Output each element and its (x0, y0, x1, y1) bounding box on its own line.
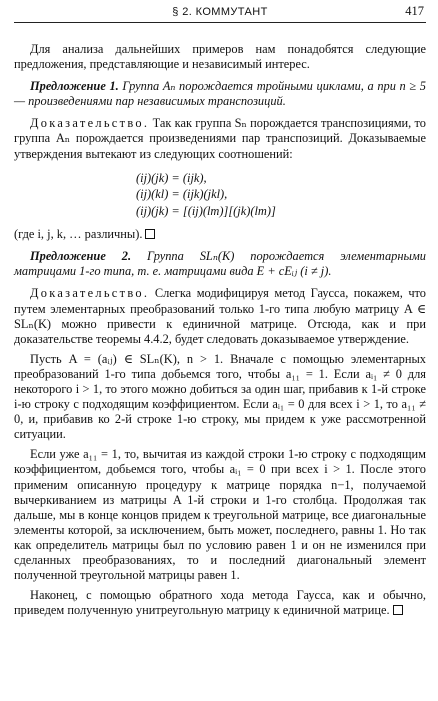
proof-2-text: Слегка модифицируя метод Гаусса, покажем, что путем элементарных преобразований только 1-го типа любую матрицу A ∈ SLₙ(K) можно привести к единичной матрице. Отсюда, как и при доказательстве теоремы 4.4.2, будет следовать доказываемое утверждение. (14, 286, 426, 346)
body-paragraph: Пусть A = (aᵢⱼ) ∈ SLₙ(K), n > 1. Вначале с помощью элементарных преобразований 1-го типа добьемся того, чтобы a₁₁ = 1. Если aᵢ₁ ≠ 0 для некоторого i > 1, то этого можно добиться за один шаг, прибавив к 1-й строке i-ю строку с подходящим коэффициентом. Если aᵢ₁ = 0 для всех i > 1, то a₁₁ ≠ 0, и, прибавив ко 2-й строке 1-ю строку, мы придем к уже рассмотренной ситуации. (14, 351, 426, 442)
proof-2-label: Доказательство. (30, 286, 150, 301)
body-paragraph: Если уже a₁₁ = 1, то, вычитая из каждой строки 1-ю строку с подходящим коэффициентом, добьемся того, чтобы aᵢ₁ = 0 при всех i > 1. После этого применим описанную процедуру к матрице порядка n−1, получаемой вычеркиванием из матрицы A 1-й строки и 1-го столбца. Продолжая так дальше, мы в конце концов придем к треугольной матрице, все диагональные элементы которой, за исключением, быть может, последнего, равны 1. Но так как определитель матрицы был по условию равен 1 и он не изменился при сделанных преобразованиях, то и последний диагональный элемент полученной треугольной матрицы равен 1. (14, 447, 426, 583)
proof-1-closing-text: (где i, j, k, … различны). (14, 227, 143, 242)
page-header (14, 0, 426, 23)
qed-square-icon (145, 229, 155, 239)
proposition-2 (14, 249, 426, 279)
proposition-1 (14, 79, 426, 109)
proof-1-label: Доказательство. (30, 116, 150, 131)
proof-1-closing (14, 227, 426, 242)
formula-line: (ij)(kl) = (ijk)(jkl), (136, 187, 228, 202)
proof-1 (14, 116, 426, 161)
formula-line: (ij)(jk) = (ijk), (136, 170, 207, 185)
page-number: 417 (405, 4, 424, 18)
proposition-1-label: Предложение 1. (30, 79, 119, 94)
proposition-1-statement: Группа Aₙ порождается тройными циклами, а при n ≥ 5 — произведениями пар независимых транспозиций. (14, 79, 426, 109)
formula-block (136, 170, 426, 220)
final-paragraph-text: Наконец, с помощью обратного хода метода Гаусса, как и обычно, приведем полученную унитреугольную матрицу к единичной матрице. (14, 588, 426, 618)
proof-2 (14, 286, 426, 346)
formula-line: (ij)(jk) = [(ij)(lm)][(jk)(lm)] (136, 203, 276, 218)
intro-paragraph: Для анализа дальнейших примеров нам понадобятся следующие предложения, представляющие и независимый интерес. (14, 42, 426, 72)
final-paragraph (14, 588, 426, 618)
proof-1-text: Так как группа Sₙ порождается транспозициями, то группа Aₙ порождается произведениями пар транспозиций. Доказываемые утверждения вытекают из следующих соотношений: (14, 116, 426, 161)
running-head: § 2. КОММУТАНТ (172, 6, 268, 18)
proposition-2-statement: Группа SLₙ(K) порождается элементарными матрицами 1-го типа, т. е. матрицами вида E + cEᵢⱼ (i ≠ j). (14, 249, 426, 279)
qed-square-icon (393, 605, 403, 615)
proposition-2-label: Предложение 2. (30, 249, 132, 264)
